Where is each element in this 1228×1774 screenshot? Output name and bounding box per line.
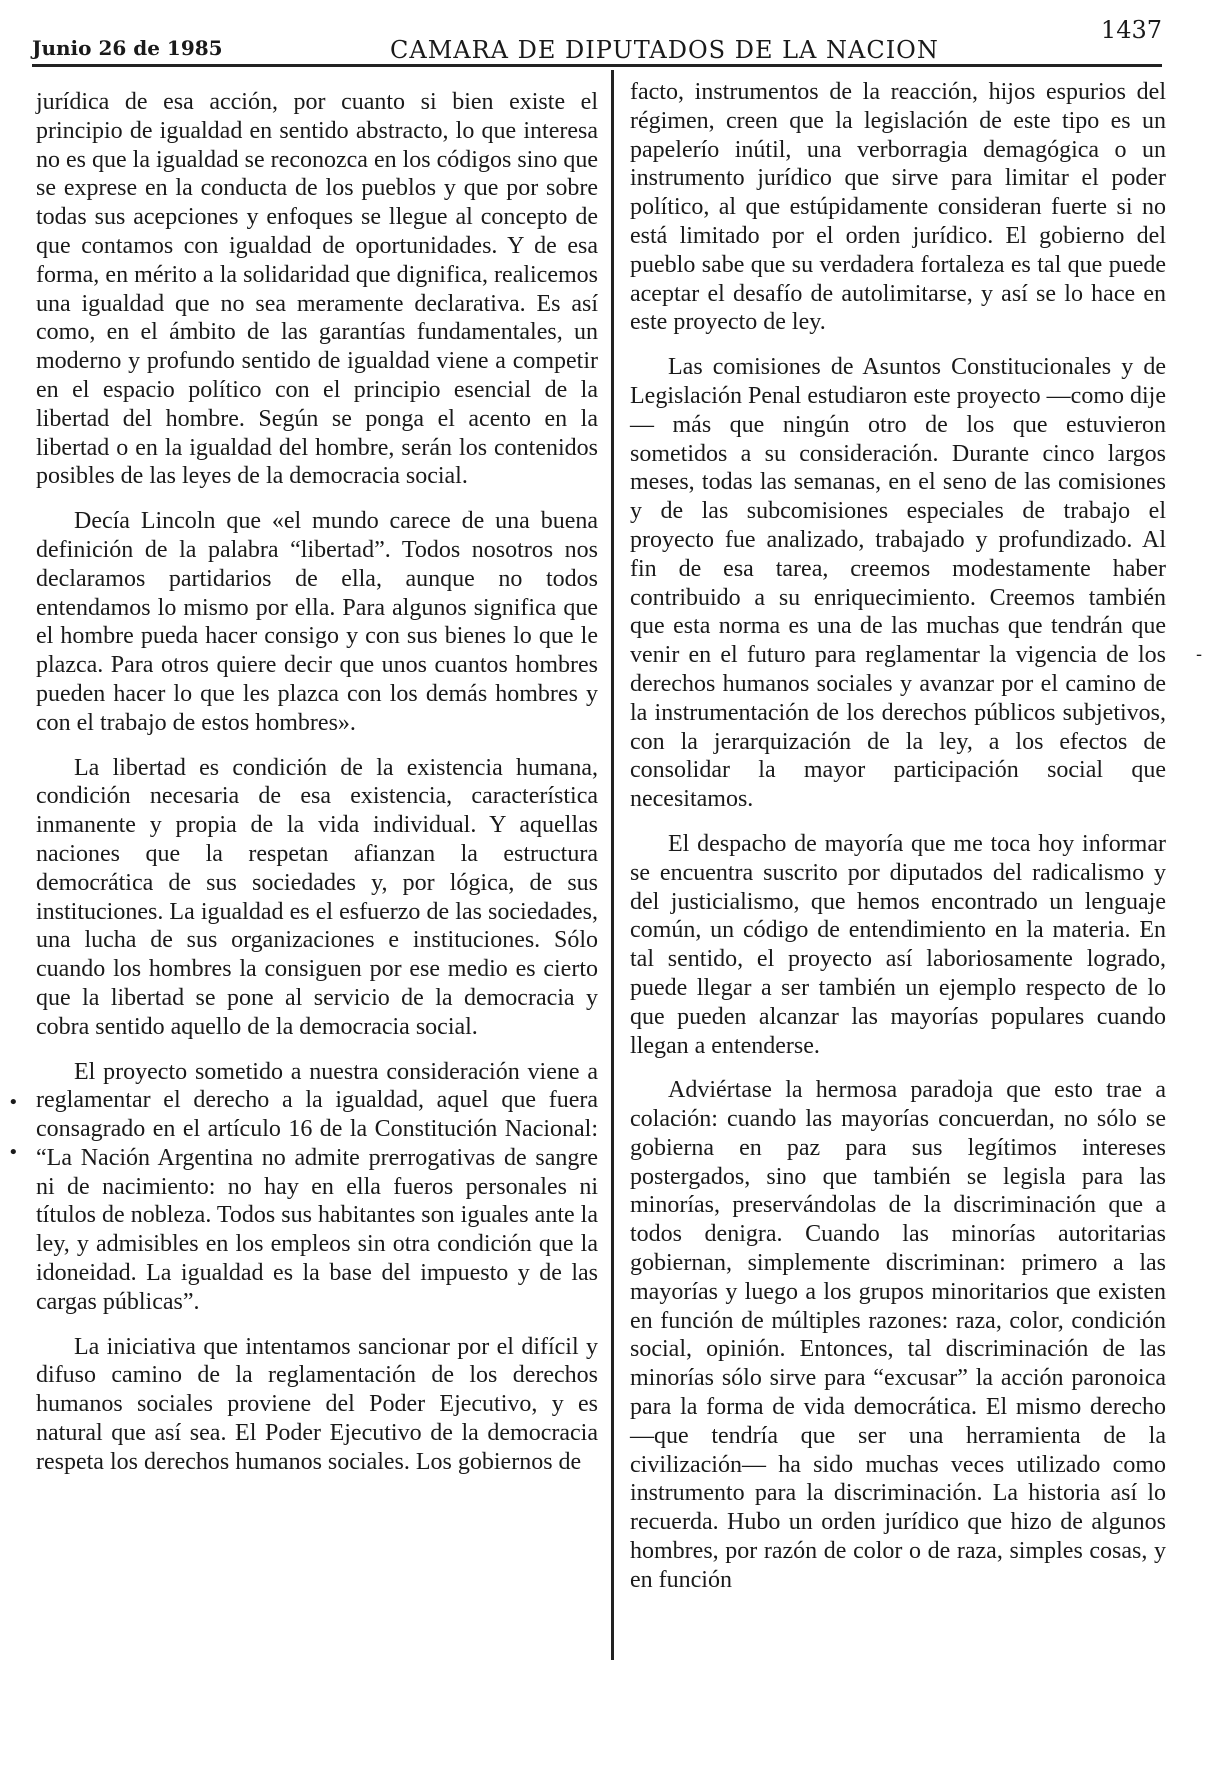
margin-dash: - — [1196, 644, 1203, 665]
paragraph: jurídica de esa acción, por cuanto si bien existe el principio de igualdad en sentido abstracto, lo que interesa no es que la igualdad se reconozca en los códigos sino que se exprese en la conducta de los pueblos y que por sobre todas sus acepciones y enfoques se llegue al concepto de que contamos con igualdad de oportunidades. Y de esa forma, en mérito a la solidaridad que dignifica, realicemos una igualdad que no sea meramente declarativa. Es así como, en el ámbito de las garantías fundamentales, un moderno y profundo sentido de igualdad viene a competir en el espacio político con el principio esencial de la libertad del hombre. Según se ponga el acento en la libertad o en la igualdad del hombre, serán los contenidos posibles de las leyes de la democracia social. — [36, 89, 598, 490]
right-column — [630, 78, 1166, 1611]
page-header — [32, 14, 1162, 64]
margin-dot: • — [8, 1092, 19, 1113]
margin-dot: • — [8, 1142, 19, 1163]
paragraph: La libertad es condición de la existencia humana, condición necesaria de esa existencia, característica inmanente y propia de la vida individual. Y aquellas naciones que la respetan afianzan la estructura democrática de sus sociedades y, por lógica, de sus instituciones. La igualdad es el esfuerzo de las sociedades, una lucha de sus organizaciones e instituciones. Sólo cuando los hombres la consiguen por ese medio es cierto que la libertad se pone al servicio de la democracia y cobra sentido aquello de la democracia social. — [36, 754, 598, 1040]
paragraph: facto, instrumentos de la reacción, hijos espurios del régimen, creen que la legislación de este tipo es un papelerío inútil, una verborragia demagógica o un instrumento jurídico que sirve para limitar el poder político, al que estúpidamente consideran fuerte si no está limitado por el orden jurídico. El gobierno del pueblo sabe que su verdadera fortaleza es tal que puede aceptar el desafío de autolimitarse, y así se lo hace en este proyecto de ley. — [630, 79, 1166, 336]
header-rule — [32, 64, 1162, 67]
header-title: CAMARA DE DIPUTADOS DE LA NACION — [390, 36, 939, 64]
paragraph: El proyecto sometido a nuestra consideración viene a reglamentar el derecho a la igualdad, aquel que fuera consagrado en el artículo 16 de la Constitución Nacional: “La Nación Argentina no admite prerrogativas de sangre ni de nacimiento: no hay en ella fueros personales ni títulos de nobleza. Todos sus habitantes son iguales ante la ley, y admisibles en los empleos sin otra condición que la idoneidad. La igualdad es la base del impuesto y de las cargas públicas”. — [36, 1058, 598, 1315]
paragraph: Las comisiones de Asuntos Constitucionales y de Legislación Penal estudiaron este proyecto —como dije— más que ningún otro de los que estuvieron sometidos a su consideración. Durante cinco largos meses, todas las semanas, en el seno de las comisiones y de las subcomisiones especiales de trabajo el proyecto fue analizado, trabajado y profundizado. Al fin de esa tarea, creemos modestamente haber contribuido a su enriquecimiento. Creemos también que esta norma es una de las muchas que tendrán que venir en el futuro para reglamentar la vigencia de los derechos humanos sociales y avanzar por el camino de la instrumentación de los derechos públicos subjetivos, con la jerarquización de la ley, a los efectos de consolidar la mayor participación social que necesitamos. — [630, 354, 1166, 813]
paragraph: El despacho de mayoría que me toca hoy informar se encuentra suscrito por diputados del radicalismo y del justicialismo, que hemos encontrado un lenguaje común, un código de entendimiento en la materia. En tal sentido, el proyecto así laboriosamente logrado, puede llegar a ser también un ejemplo respecto de lo que pueden alcanzar las mayorías populares cuando llegan a entenderse. — [630, 830, 1166, 1059]
header-date: Junio 26 de 1985 — [32, 36, 223, 60]
left-column — [36, 88, 598, 1493]
page-number: 1437 — [1100, 16, 1162, 44]
paragraph: Decía Lincoln que «el mundo carece de una buena definición de la palabra “libertad”. Todos nosotros nos declaramos partidarios de ella, aunque no todos entendamos lo mismo por ella. Para algunos significa que el hombre pueda hacer consigo y con sus bienes lo que le plazca. Para otros quiere decir que unos cuantos hombres pueden hacer lo que les plazca con los demás hombres y con el trabajo de estos hombres». — [36, 508, 598, 736]
column-divider — [611, 70, 614, 1660]
paragraph: Adviértase la hermosa paradoja que esto trae a colación: cuando las mayorías concuerdan, no sólo se gobierna en paz para sus legítimos intereses postergados, sino que también se legisla para las minorías, preservándolas de la discriminación que a todos denigra. Cuando las minorías autoritarias gobiernan, simplemente discriminan: primero a las mayorías y luego a los grupos minoritarios que existen en función de múltiples razones: raza, color, condición social, opinión. Entonces, tal discriminación de las minorías sólo sirve para “excusar” la acción paronoica para la forma de vida democrática. El mismo derecho —que tendría que ser una herramienta de la civilización— ha sido muchas veces utilizado como instrumento para la discriminación. La historia así lo recuerda. Hubo un orden jurídico que hizo de algunos hombres, por razón de color o de raza, simples cosas, y en función — [630, 1077, 1166, 1593]
paragraph: La iniciativa que intentamos sancionar por el difícil y difuso camino de la reglamentación de los derechos humanos sociales proviene del Poder Ejecutivo, y es natural que así sea. El Poder Ejecutivo de la democracia respeta los derechos humanos sociales. Los gobiernos de — [36, 1333, 598, 1475]
